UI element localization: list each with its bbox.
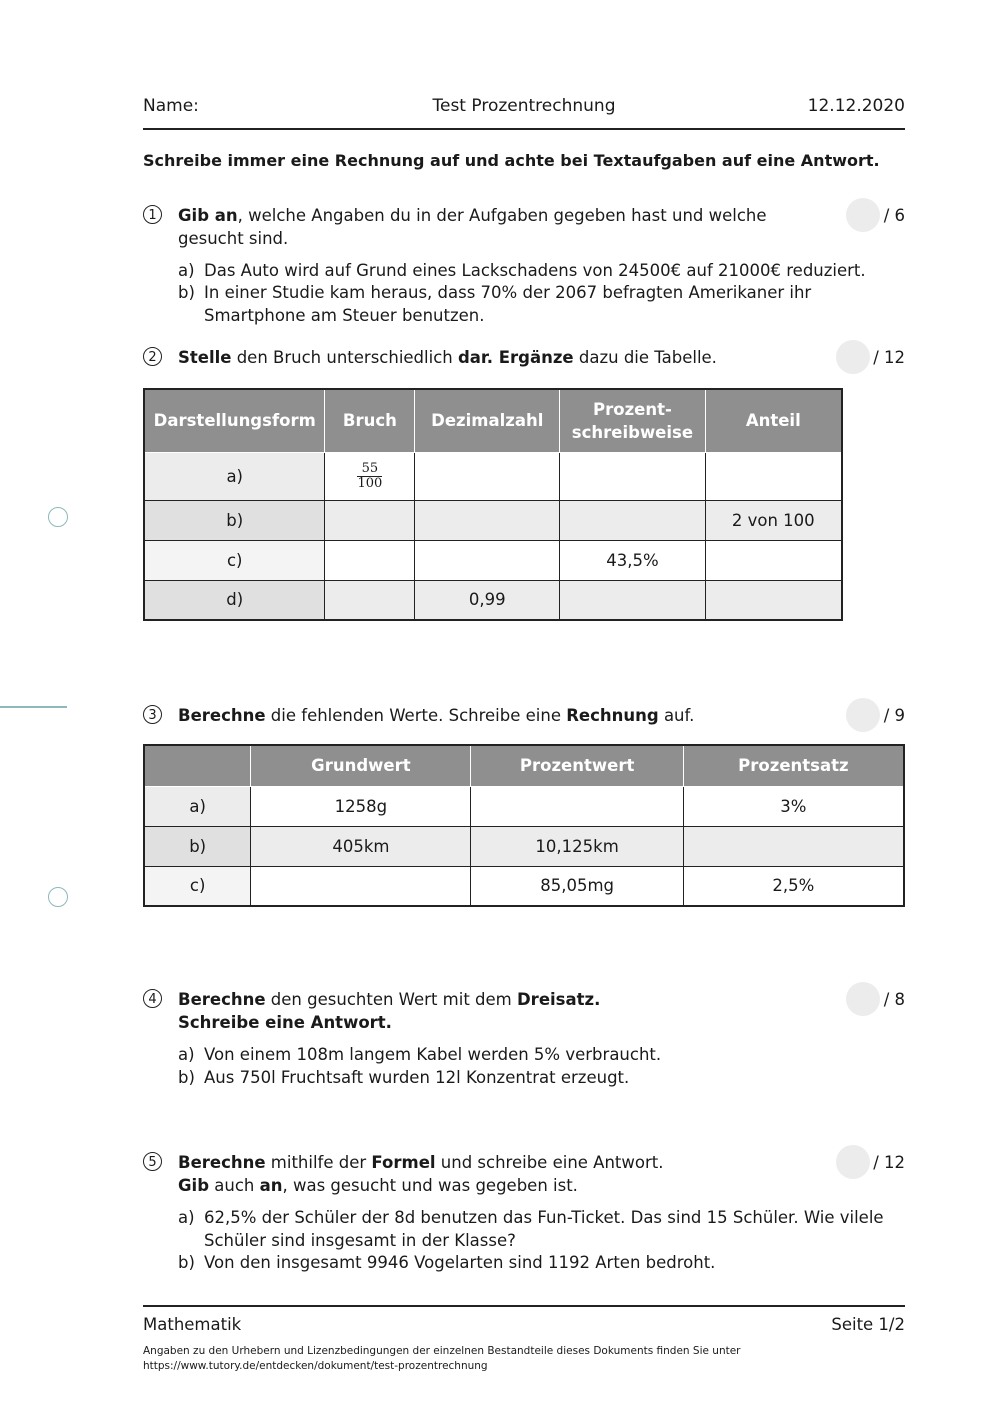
task-points: / 9 xyxy=(883,706,905,725)
score-circle[interactable] xyxy=(846,198,880,232)
task-number: 3 xyxy=(143,705,162,724)
task-text: Berechne mithilfe der Formel und schreibe eine Antwort. Gib auch an, was gesucht und was gegeben ist. xyxy=(178,1153,664,1195)
name-label: Name: xyxy=(143,96,199,116)
percentage-table xyxy=(143,744,905,907)
punch-hole-mark xyxy=(48,507,68,527)
table-row: d) 0,99 xyxy=(144,580,842,620)
fraction-table xyxy=(143,388,843,621)
footer-rule xyxy=(143,1305,905,1307)
page-number: Seite 1/2 xyxy=(831,1315,905,1334)
col-header: Darstellungsform xyxy=(144,389,325,452)
col-header: Grundwert xyxy=(251,745,471,786)
task-4: 4 Berechne den gesuchten Wert mit dem Dreisatz. Schreibe eine Antwort. / 8 a) Von einem 108m langem Kabel werden 5% verbraucht. b) Aus 750l Fruchtsaft wurden 12l Konzentrat erzeugt. xyxy=(143,988,905,1098)
task-number: 2 xyxy=(143,347,162,366)
col-header: Prozentsatz xyxy=(683,745,904,786)
header-rule xyxy=(143,128,905,130)
col-header: Dezimalzahl xyxy=(415,389,560,452)
page-title: Test Prozentrechnung xyxy=(432,96,616,116)
task-1: 1 Gib an, welche Angaben du in der Aufgaben gegeben hast und welche gesucht sind. / 6 a) Das Auto wird auf Grund eines Lackschadens von 24500€ auf 21000€ reduziert. b) In einer Studie kam heraus, dass 70% der 2067 befragten Amerikaner ihr Smartphone am Steuer benutzen. xyxy=(143,204,905,334)
license-url[interactable]: https://www.tutory.de/entdecken/dokument/test-prozentrechnung xyxy=(143,1360,488,1372)
table-row: a) 1258g 3% xyxy=(144,786,904,826)
table-row: c) 43,5% xyxy=(144,540,842,580)
task-5: 5 Berechne mithilfe der Formel und schreibe eine Antwort. Gib auch an, was gesucht und was gegeben ist. / 12 a) 62,5% der Schüler der 8d benutzen das Fun-Ticket. Das sind 15 Schüler. Wie vilele Schüler sind insgesamt in der Klasse? b) Von den insgesamt 9946 Vogelarten sind 1192 Arten bedroht. xyxy=(143,1151,905,1281)
punch-hole-mark xyxy=(48,887,68,907)
task-2 xyxy=(143,346,905,376)
date: 12.12.2020 xyxy=(807,96,905,116)
score-circle[interactable] xyxy=(836,340,870,374)
task-number: 5 xyxy=(143,1152,162,1171)
task-points: / 12 xyxy=(873,1153,905,1172)
task-text: Berechne den gesuchten Wert mit dem Dreisatz. Schreibe eine Antwort. xyxy=(178,990,601,1032)
score-circle[interactable] xyxy=(846,698,880,732)
col-header: Bruch xyxy=(325,389,415,452)
subject: Mathematik xyxy=(143,1315,242,1334)
task-text: Gib an, welche Angaben du in der Aufgaben gegeben hast und welche gesucht sind. xyxy=(178,206,767,248)
task-text: Berechne die fehlenden Werte. Schreibe eine Rechnung auf. xyxy=(178,706,695,725)
col-header: Prozent- schreibweise xyxy=(560,389,705,452)
license-text: Angaben zu den Urhebern und Lizenzbedingungen der einzelnen Bestandteile dieses Dokuments finden Sie unter xyxy=(143,1345,741,1357)
task-number: 1 xyxy=(143,205,162,224)
table-row: a) $\frac{55}{100}$ xyxy=(144,452,842,500)
task-3 xyxy=(143,704,905,734)
table-row: b) 2 von 100 xyxy=(144,500,842,540)
table-row: b) 405km 10,125km xyxy=(144,826,904,866)
instructions: Schreibe immer eine Rechnung auf und achte bei Textaufgaben auf eine Antwort. xyxy=(143,151,880,170)
task-points: / 8 xyxy=(883,990,905,1009)
task-text: Stelle den Bruch unterschiedlich dar. Ergänze dazu die Tabelle. xyxy=(178,348,717,367)
fraction: $\frac{55}{100}$ xyxy=(357,460,383,491)
table-row: c) 85,05mg 2,5% xyxy=(144,866,904,906)
task-points: / 6 xyxy=(883,206,905,225)
col-header: Anteil xyxy=(705,389,842,452)
fraction-cell xyxy=(325,452,415,500)
fold-mark xyxy=(0,706,67,708)
score-circle[interactable] xyxy=(836,1145,870,1179)
score-circle[interactable] xyxy=(846,982,880,1016)
task-points: / 12 xyxy=(873,348,905,367)
col-header: Prozentwert xyxy=(471,745,683,786)
task-number: 4 xyxy=(143,989,162,1008)
